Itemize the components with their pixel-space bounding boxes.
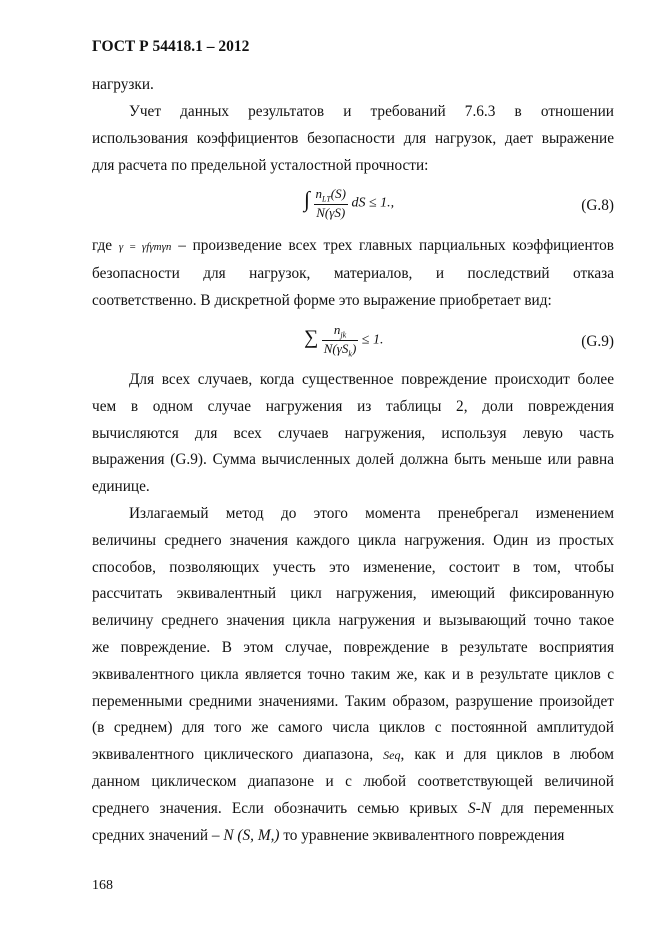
sigma-icon: ∑: [304, 326, 319, 349]
paragraph-continuation: нагрузки.: [92, 76, 154, 93]
equation-number: (G.8): [581, 197, 614, 214]
sum-expression: ∑ $\frac{n_{jk}}{N(\gamma S_k)}$ ≤ 1.: [304, 322, 384, 359]
page-number: 168: [92, 878, 113, 893]
integral-expression: ∫ $\frac{n_{LT}(S)}{N(\gamma S)}$ dS ≤ 1.,: [304, 186, 395, 220]
seq-symbol: Seq: [383, 748, 401, 763]
paragraph-2: где γ = γfγmγn – произведение всех трех главных парциальных коэффициентов безопасности для нагрузок, материалов, и последствий отказа соответственно. В дискретной форме это выражение приобретает вид:: [92, 237, 615, 309]
gamma-definition: γ = γfγmγn: [118, 241, 172, 253]
equation-g9: [92, 318, 614, 366]
paragraph-1: Учет данных результатов и требований 7.6.3 в отношении использования коэффициентов безопасности для нагрузок, дает выражение для расчета по предельной усталостной прочности:: [92, 103, 614, 174]
equation-number: (G.9): [581, 333, 614, 350]
integral-sign-icon: ∫: [304, 186, 311, 212]
paragraph-4: Излагаемый метод до этого момента пренебрегал изменением величины среднего значения каждого цикла нагружения. Один из простых способов, позволяющих учесть это изменение, состоит в том, чтобы рассчитать эквивалентный цикл нагружения, имеющий фиксированную величину среднего значения цикла нагружения и вызывающий точно такое же повреждение. В этом случае, повреждение в результате восприятия эквивалентного цикла является точно таким же, как и в результате циклов с переменными средними значениями. Таким образом, разрушение произойдет (в среднем) для того же самого числа циклов с постоянной амплитудой эквивалентного циклического диапазона, Seq, как и для циклов в любом данном циклическом диапазоне и с любой соответствующей величиной среднего значения. Если обозначить семью кривых S-N для переменных средних значений – N (S, M,) то уравнение эквивалентного повреждения: [92, 505, 615, 844]
document-header: ГОСТ Р 54418.1 – 2012: [92, 38, 250, 55]
paragraph-3: Для всех случаев, когда существенное повреждение происходит более чем в одном случае нагружения из таблицы 2, доли повреждения вычисляются для всех случаев нагружения, используя левую часть выражения (G.9). Сумма вычисленных долей должна быть меньше или равна единице.: [92, 371, 614, 496]
equation-g8: [92, 182, 614, 230]
fraction: $\frac{n_{jk}}{N(\gamma S_k)}$: [323, 322, 357, 359]
fraction: $\frac{n_{LT}(S)}{N(\gamma S)}$: [315, 186, 346, 220]
